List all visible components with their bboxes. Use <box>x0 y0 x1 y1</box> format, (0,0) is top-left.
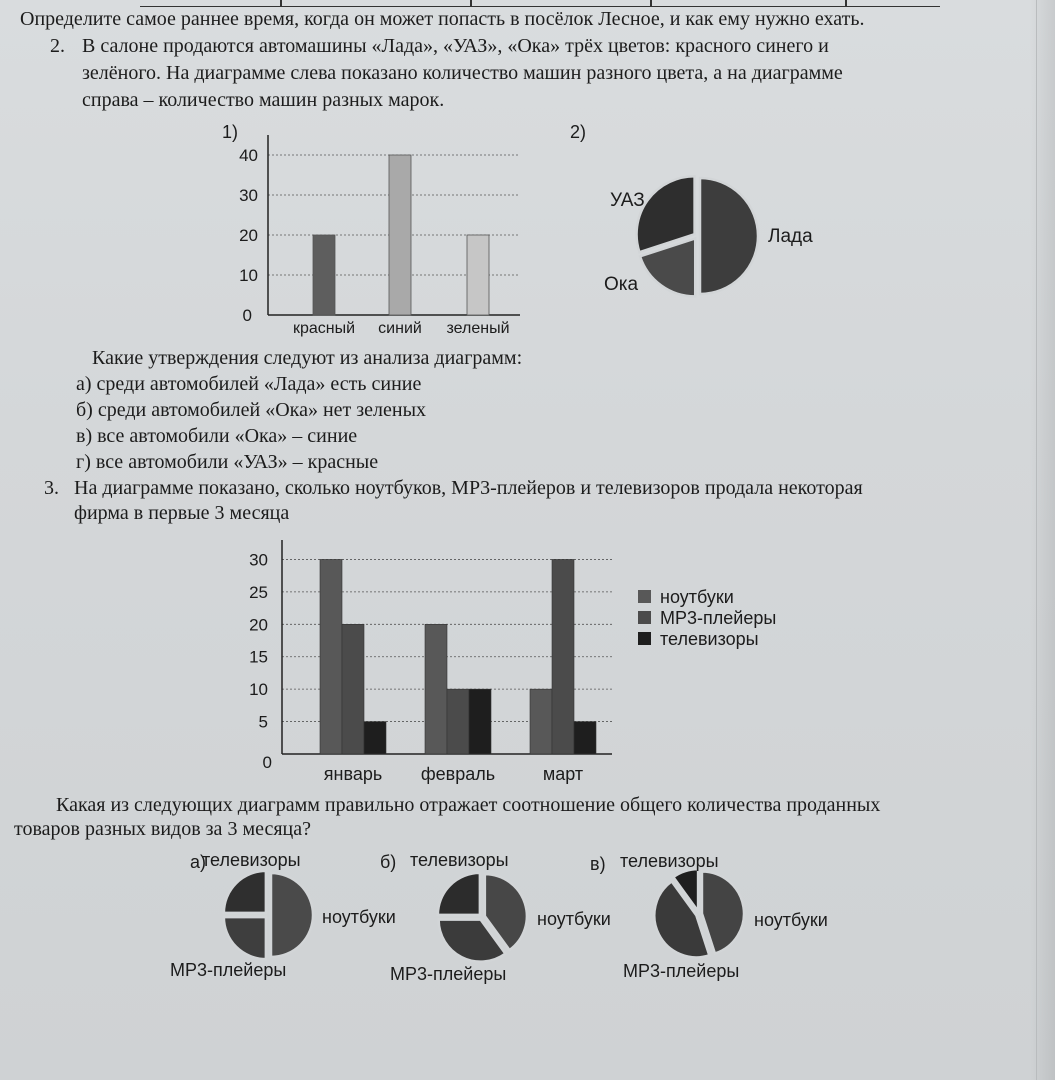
pie-c-label: ноутбуки <box>754 910 828 930</box>
chart1-bar <box>467 235 489 315</box>
pie-a-slice <box>224 871 266 913</box>
chart3-legend-swatch <box>638 611 651 624</box>
chart3-legend-swatch <box>638 632 651 645</box>
chart3-ytick-label: 30 <box>249 550 268 570</box>
chart3-bar <box>364 722 386 754</box>
chart1-xtick-label: красный <box>292 320 356 337</box>
chart3-bar <box>447 689 469 754</box>
chart3-bar <box>425 624 447 754</box>
chart3-legend-label: MP3-плейеры <box>660 608 777 628</box>
chart3-legend-label: ноутбуки <box>660 587 734 607</box>
chart3-legend-label: телевизоры <box>660 629 759 649</box>
chart3-ytick-label: 10 <box>249 680 268 700</box>
chart3-bar <box>469 689 491 754</box>
chart1-bar <box>313 235 335 315</box>
pie-c-label: телевизоры <box>620 851 719 871</box>
chart3-bar <box>320 559 342 754</box>
chart3-xtick-label: март <box>542 764 584 784</box>
chart1-xtick-label: зеленый <box>446 320 510 337</box>
pie-a-label: MP3-плейеры <box>170 960 287 980</box>
pie-b-panel-label: б) <box>380 852 397 872</box>
pie-c-slice <box>702 872 744 954</box>
chart1-bar <box>389 155 411 315</box>
task3-line-1: На диаграмме показано, сколько ноутбуков, MP3-плейеров и телевизоров продала некоторая <box>74 477 863 499</box>
pie-a-slice <box>224 917 266 959</box>
chart3-ytick-label: 15 <box>249 647 268 667</box>
pie-c-panel-label: в) <box>590 854 606 874</box>
chart1-ytick-label: 20 <box>239 226 258 245</box>
pie-a-label: ноутбуки <box>322 907 396 927</box>
chart1-panel-label: 1) <box>222 122 239 142</box>
chart3-ytick-label: 25 <box>249 582 268 602</box>
task3-question-line-2: товаров разных видов за 3 месяца? <box>14 818 312 840</box>
chart2-panel-label: 2) <box>570 122 587 142</box>
task2-option-a: а) среди автомобилей «Лада» есть синие <box>76 373 422 395</box>
intro-line: Определите самое раннее время, когда он может попасть в посёлок Лесное, и как ему нужно ехать. <box>20 8 865 30</box>
task2-option-b: б) среди автомобилей «Ока» нет зеленых <box>76 399 427 421</box>
chart1-ytick-label: 30 <box>239 186 258 205</box>
task2-line-3: справа – количество машин разных марок. <box>82 89 445 111</box>
pie-b-label: телевизоры <box>410 850 509 870</box>
chart3-legend-swatch <box>638 590 651 603</box>
task2-option-d: г) все автомобили «УАЗ» – красные <box>76 451 379 473</box>
chart3-xtick-label: январь <box>323 764 383 784</box>
chart1-ytick-label: 0 <box>242 306 252 325</box>
pie-a-panel-label: а) <box>190 852 207 872</box>
task2-number: 2. <box>50 35 65 57</box>
chart2-slice-label: Лада <box>768 226 813 247</box>
pie-a-slice <box>271 873 313 957</box>
task3-line-2: фирма в первые 3 месяца <box>74 502 290 524</box>
task2-question: Какие утверждения следуют из анализа диаграмм: <box>92 347 523 369</box>
chart3-xtick-label: февраль <box>420 764 496 784</box>
chart2-slice-label: Ока <box>604 274 639 295</box>
pie-b-label: MP3-плейеры <box>390 964 507 984</box>
task2-option-c: в) все автомобили «Ока» – синие <box>76 425 358 447</box>
pie-c-label: MP3-плейеры <box>623 961 740 981</box>
chart3-ytick-label: 5 <box>258 712 268 732</box>
chart2-slice <box>700 178 758 294</box>
chart3-bar <box>530 689 552 754</box>
pie-b-label: ноутбуки <box>537 909 611 929</box>
pie-a-label: телевизоры <box>202 850 301 870</box>
chart3-bar <box>574 722 596 754</box>
chart1-ytick-label: 40 <box>239 146 258 165</box>
pie-b-slice <box>438 873 480 915</box>
task2-line-2: зелёного. На диаграмме слева показано количество машин разного цвета, а на диаграмме <box>82 62 843 84</box>
chart1-xtick-label: синий <box>378 320 422 337</box>
chart3-ytick-label: 20 <box>249 615 268 635</box>
chart3-ytick-label: 0 <box>262 753 272 772</box>
task3-number: 3. <box>44 477 59 499</box>
task3-question-line-1: Какая из следующих диаграмм правильно отражает соотношение общего количества проданных <box>56 794 881 816</box>
chart3-bar <box>342 624 364 754</box>
task2-line-1: В салоне продаются автомашины «Лада», «УАЗ», «Ока» трёх цветов: красного синего и <box>82 35 829 57</box>
chart1-ytick-label: 10 <box>239 266 258 285</box>
chart2-slice-label: УАЗ <box>610 190 645 211</box>
chart3-bar <box>552 559 574 754</box>
